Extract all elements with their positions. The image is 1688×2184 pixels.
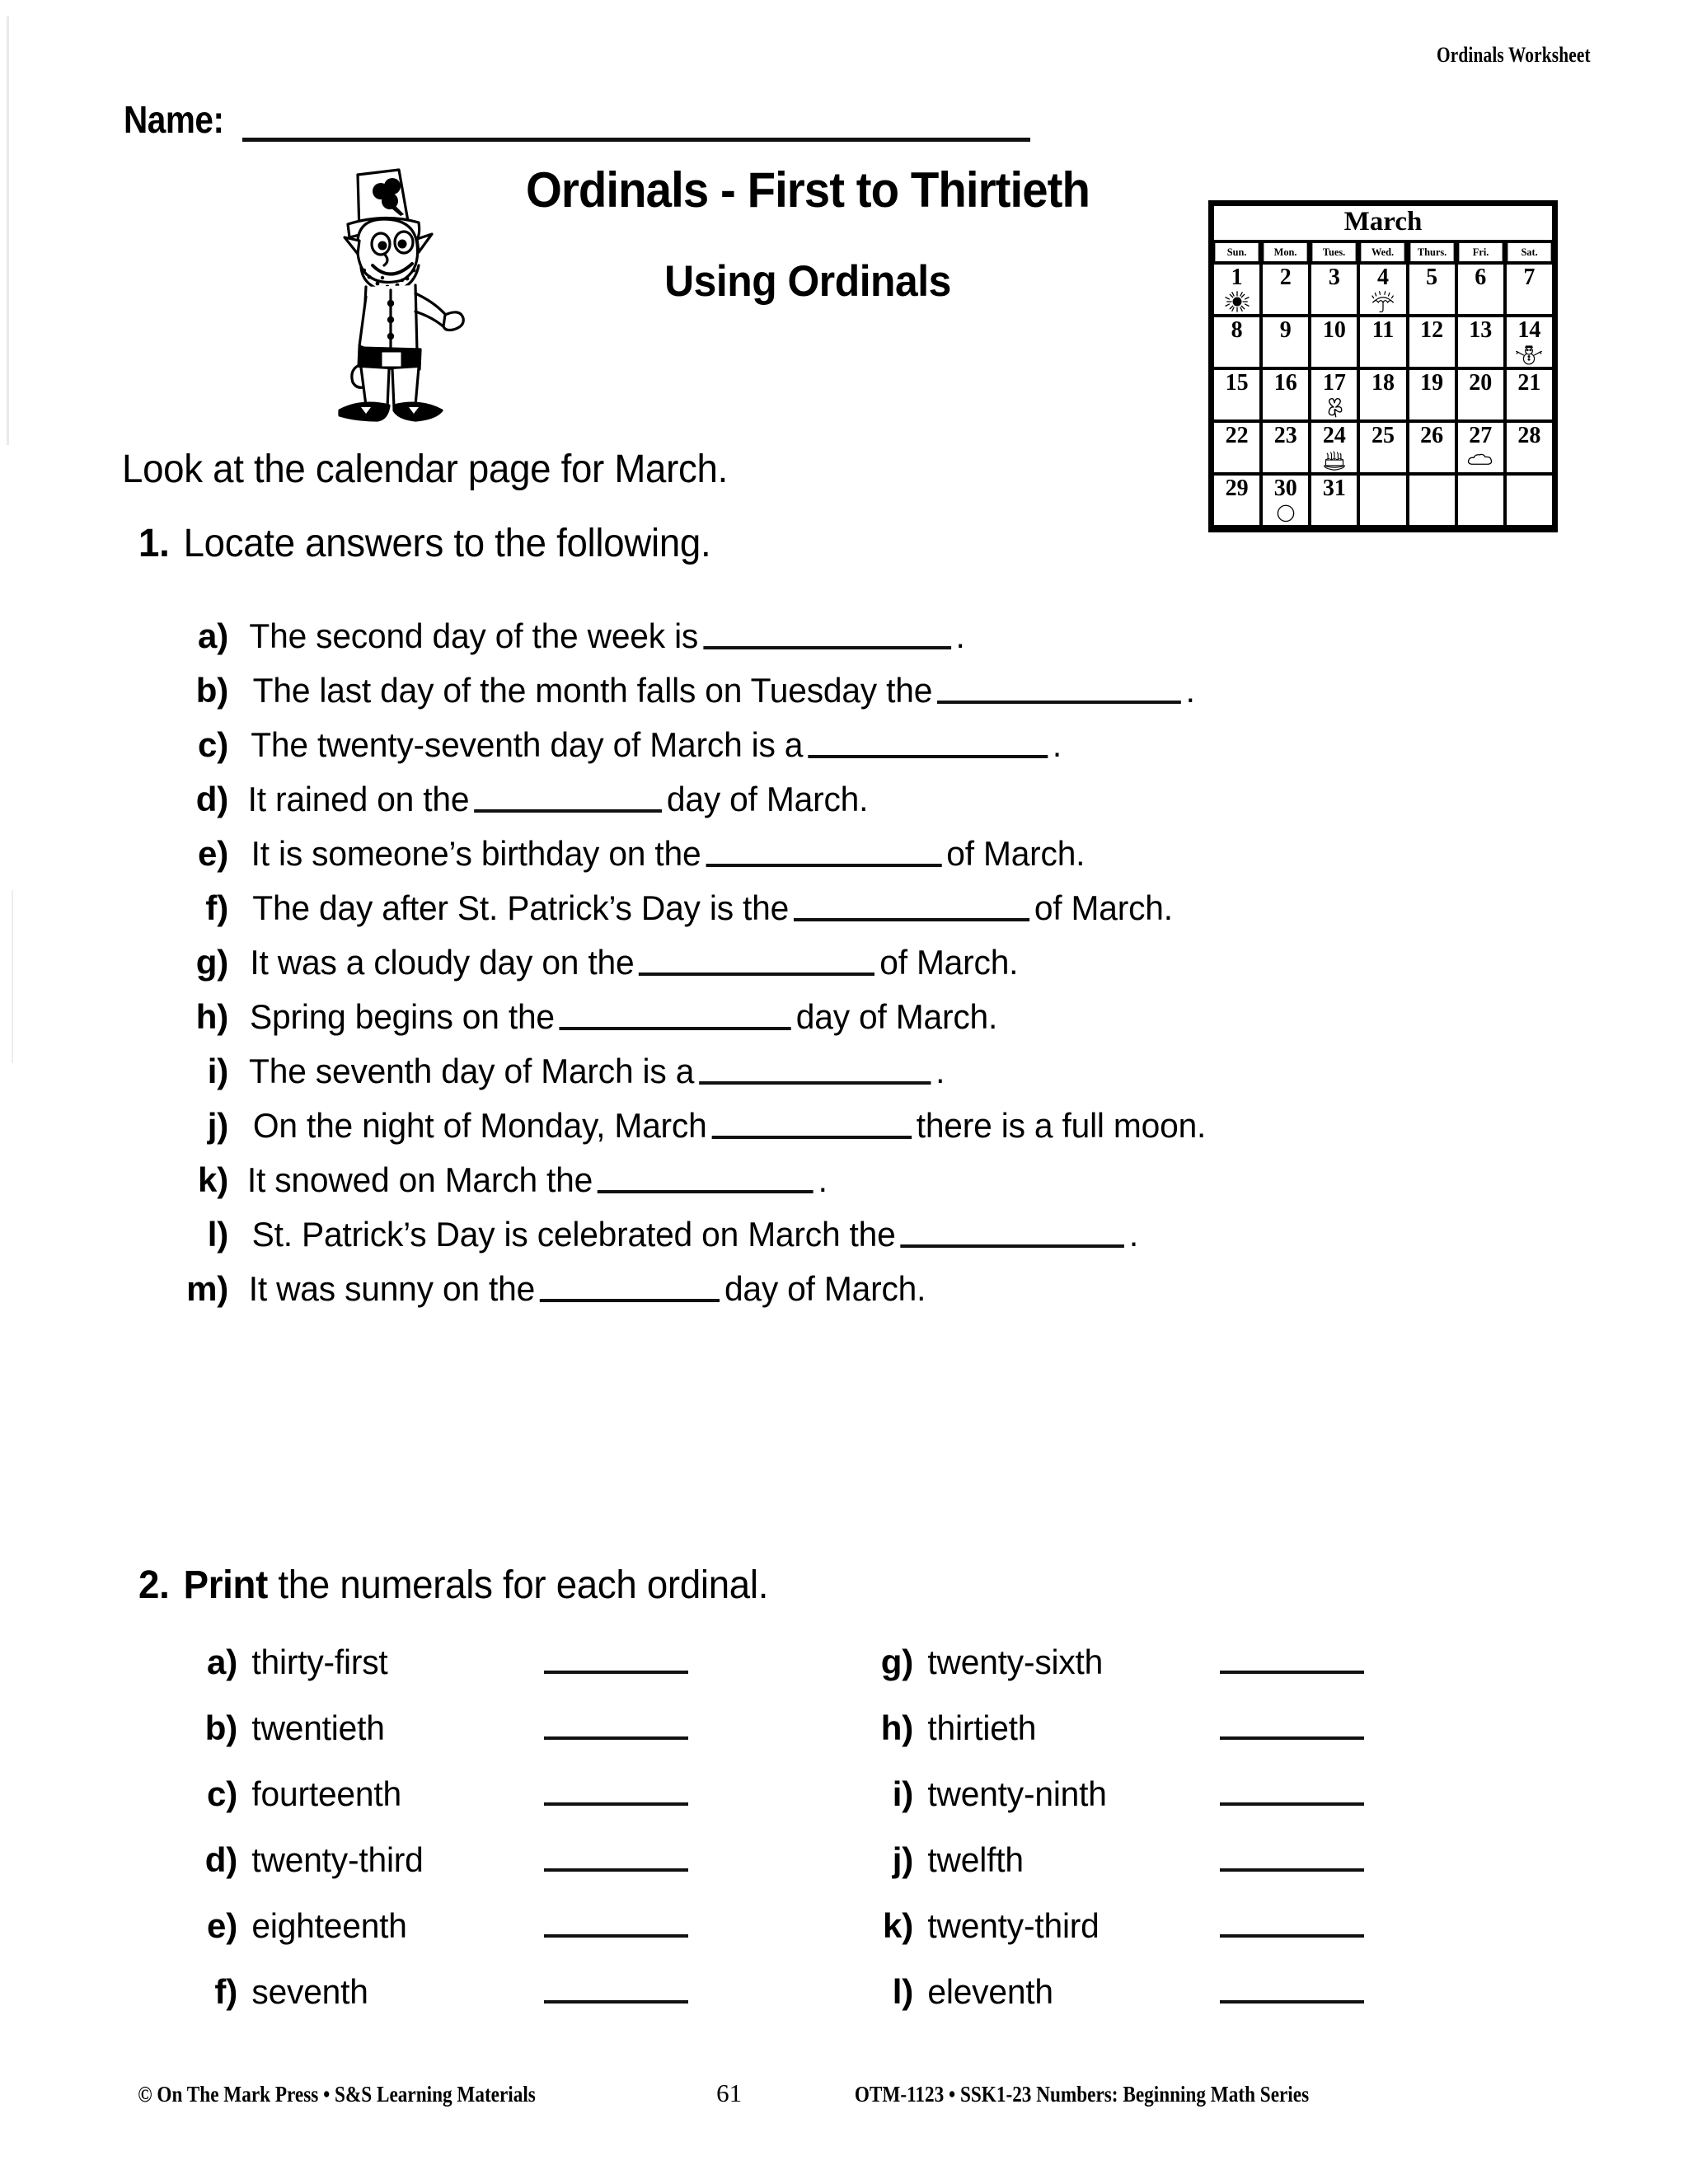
calendar-day-cell xyxy=(1360,265,1405,314)
question-2-heading xyxy=(138,1563,768,1608)
item-text-before: It is someone’s birthday on the xyxy=(251,834,701,874)
calendar-day-number: 18 xyxy=(1371,369,1395,396)
calendar-day-cell xyxy=(1311,370,1357,419)
calendar-day-header: Wed. xyxy=(1362,243,1404,261)
item-text-before: It was a cloudy day on the xyxy=(250,943,635,982)
calendar-empty-cell xyxy=(1507,476,1552,525)
calendar-day-number: 24 xyxy=(1322,422,1346,448)
item-text-before: The second day of the week is xyxy=(249,616,699,656)
calendar-day-cell xyxy=(1507,265,1552,314)
item-text-before: The seventh day of March is a xyxy=(249,1052,695,1091)
shamrock-icon xyxy=(1311,396,1357,420)
question-2-right-column xyxy=(865,1636,1541,2032)
item-letter: k) xyxy=(883,1906,913,1945)
question-2-item xyxy=(190,1834,865,1900)
calendar-day-number: 25 xyxy=(1371,422,1395,448)
question-1-item xyxy=(177,936,1628,991)
ordinal-word: thirty-first xyxy=(251,1643,388,1681)
full-moon-icon xyxy=(1263,501,1308,526)
calendar-week-row xyxy=(1212,423,1554,476)
answer-blank[interactable] xyxy=(1220,1702,1364,1740)
ordinal-word: eleventh xyxy=(927,1972,1053,2011)
answer-blank[interactable] xyxy=(540,1263,720,1302)
item-letter: b) xyxy=(195,671,228,710)
calendar-week-row xyxy=(1212,265,1554,317)
item-text-after: . xyxy=(818,1160,828,1200)
ordinal-word: twelfth xyxy=(927,1840,1024,1879)
calendar-day-header: Tues. xyxy=(1313,243,1356,261)
calendar-day-number: 8 xyxy=(1231,316,1243,343)
item-text xyxy=(249,1263,926,1309)
answer-blank[interactable] xyxy=(544,1834,688,1872)
calendar-day-number: 5 xyxy=(1426,264,1438,290)
calendar-day-cell xyxy=(1409,423,1455,472)
cloud-icon xyxy=(1458,448,1503,473)
question-1-item xyxy=(177,827,1628,882)
item-text-after: of March. xyxy=(879,943,1019,982)
calendar-day-header: Thurs. xyxy=(1410,243,1453,261)
calendar-day-number: 13 xyxy=(1469,316,1493,343)
question-2-left-column xyxy=(190,1636,865,2032)
footer-page-number: 61 xyxy=(716,2079,743,2107)
question-2-item xyxy=(865,1900,1541,1966)
answer-blank[interactable] xyxy=(794,882,1029,921)
calendar-day-number: 9 xyxy=(1279,316,1292,343)
calendar-day-number: 28 xyxy=(1517,422,1541,448)
answer-blank[interactable] xyxy=(1220,1966,1364,2004)
item-text-before: The day after St. Patrick’s Day is the xyxy=(252,888,790,928)
sun-icon xyxy=(1214,290,1259,315)
calendar-day-number: 1 xyxy=(1231,264,1243,290)
item-text xyxy=(252,1208,1138,1254)
item-text-after: there is a full moon. xyxy=(916,1106,1207,1146)
item-text-before: It snowed on March the xyxy=(246,1160,593,1200)
item-text-after: . xyxy=(1052,725,1062,765)
calendar-day-cell xyxy=(1507,317,1552,367)
ordinal-word: thirtieth xyxy=(927,1708,1037,1747)
calendar-day-cell xyxy=(1263,370,1308,419)
calendar-day-number: 11 xyxy=(1372,316,1395,343)
answer-blank[interactable] xyxy=(699,1045,931,1085)
worksheet-tag: Ordinals Worksheet xyxy=(1437,43,1591,67)
calendar-day-cell xyxy=(1507,370,1552,419)
footer-product-code: OTM-1123 • SSK1-23 Numbers: Beginning Math Series xyxy=(854,2082,1310,2107)
answer-blank[interactable] xyxy=(1220,1834,1364,1872)
item-letter: b) xyxy=(204,1708,237,1747)
item-text-after: day of March. xyxy=(795,997,998,1037)
calendar-empty-cell xyxy=(1360,476,1405,525)
march-calendar xyxy=(1208,200,1558,532)
title-block xyxy=(462,162,1154,307)
item-text-before: The last day of the month falls on Tuesday the xyxy=(252,671,933,710)
calendar-day-number: 4 xyxy=(1376,264,1389,290)
question-1-number: 1. xyxy=(138,522,170,565)
question-2-item xyxy=(865,1702,1541,1768)
calendar-month-title: March xyxy=(1214,206,1552,240)
name-field-row xyxy=(124,97,1030,142)
question-1-item xyxy=(177,1263,1628,1317)
item-letter: e) xyxy=(207,1906,237,1945)
question-2-number: 2. xyxy=(138,1563,170,1607)
answer-blank[interactable] xyxy=(703,610,951,649)
ordinal-word: twenty-ninth xyxy=(927,1774,1107,1813)
question-1-item xyxy=(177,664,1628,719)
item-text-after: . xyxy=(935,1052,945,1091)
item-letter: a) xyxy=(207,1643,237,1681)
answer-blank[interactable] xyxy=(1220,1768,1364,1806)
ordinal-word: seventh xyxy=(251,1972,368,2011)
item-text xyxy=(249,1045,945,1091)
calendar-day-header: Mon. xyxy=(1264,243,1307,261)
item-letter: h) xyxy=(880,1708,913,1747)
calendar-weeks xyxy=(1212,265,1554,528)
item-letter: m) xyxy=(186,1269,228,1309)
calendar-day-cell xyxy=(1214,476,1259,525)
item-text-before: It rained on the xyxy=(247,780,470,819)
calendar-day-number: 22 xyxy=(1225,422,1249,448)
item-text xyxy=(249,610,964,656)
ordinal-word: fourteenth xyxy=(251,1774,401,1813)
calendar-day-number: 19 xyxy=(1420,369,1444,396)
calendar-empty-cell xyxy=(1458,476,1503,525)
question-1-item xyxy=(177,991,1628,1045)
item-letter: d) xyxy=(195,780,228,819)
item-text-after: . xyxy=(955,616,965,656)
calendar-day-number: 12 xyxy=(1420,316,1444,343)
item-letter: c) xyxy=(207,1774,237,1813)
calendar-day-cell xyxy=(1458,370,1503,419)
calendar-day-number: 6 xyxy=(1475,264,1487,290)
item-text xyxy=(252,882,1173,928)
answer-blank[interactable] xyxy=(711,1099,912,1139)
scan-speckle xyxy=(12,890,13,1063)
calendar-day-cell xyxy=(1458,317,1503,367)
item-text-after: of March. xyxy=(1034,888,1173,928)
name-input-blank[interactable] xyxy=(242,100,1030,142)
calendar-day-cell xyxy=(1507,423,1552,472)
calendar-week-row xyxy=(1212,476,1554,528)
calendar-day-number: 21 xyxy=(1517,369,1541,396)
question-2-columns xyxy=(190,1636,1591,2032)
item-text-after: of March. xyxy=(946,834,1085,874)
calendar-day-header: Sat. xyxy=(1507,243,1550,261)
question-1-item xyxy=(177,1154,1628,1208)
question-1-item xyxy=(177,773,1628,827)
answer-blank[interactable] xyxy=(937,664,1181,704)
scan-speckle xyxy=(7,16,9,445)
item-letter: f) xyxy=(214,1972,237,2011)
leprechaun-icon xyxy=(312,162,468,425)
question-1-item xyxy=(177,882,1628,936)
item-text xyxy=(251,827,1085,874)
calendar-week-row xyxy=(1212,317,1554,370)
answer-blank[interactable] xyxy=(706,827,941,867)
umbrella-rain-icon xyxy=(1360,290,1405,315)
question-2-item xyxy=(190,1636,865,1702)
answer-blank[interactable] xyxy=(598,1154,814,1193)
calendar-day-cell xyxy=(1311,423,1357,472)
item-letter: i) xyxy=(207,1052,228,1091)
question-2-item xyxy=(865,1768,1541,1834)
item-letter: j) xyxy=(207,1106,228,1146)
question-1-heading xyxy=(138,521,710,566)
question-1-item xyxy=(177,1099,1628,1154)
item-letter: g) xyxy=(195,943,228,982)
question-2-prompt-rest: the numerals for each ordinal. xyxy=(268,1563,769,1607)
item-text-before: The twenty-seventh day of March is a xyxy=(251,725,804,765)
question-2-item xyxy=(865,1636,1541,1702)
question-2-prompt-strong: Print xyxy=(183,1563,269,1607)
item-text xyxy=(248,773,869,819)
question-1-list xyxy=(177,610,1628,1317)
item-text-after: day of March. xyxy=(724,1269,926,1309)
calendar-day-cell xyxy=(1214,423,1259,472)
item-text-before: Spring begins on the xyxy=(250,997,555,1037)
calendar-day-cell xyxy=(1360,370,1405,419)
footer-copyright: © On The Mark Press • S&S Learning Materials xyxy=(138,2082,536,2107)
answer-blank[interactable] xyxy=(544,1702,688,1740)
item-letter: k) xyxy=(198,1160,228,1200)
ordinal-word: eighteenth xyxy=(251,1906,407,1945)
calendar-day-cell xyxy=(1214,265,1259,314)
item-letter: a) xyxy=(198,616,228,656)
calendar-day-cell xyxy=(1311,265,1357,314)
footer xyxy=(106,2079,1582,2108)
question-1-item xyxy=(177,1045,1628,1099)
calendar-day-cell xyxy=(1409,265,1455,314)
calendar-day-number: 20 xyxy=(1469,369,1493,396)
item-text xyxy=(253,664,1195,710)
item-text xyxy=(250,991,997,1037)
calendar-day-cell xyxy=(1409,317,1455,367)
calendar-day-number: 7 xyxy=(1523,264,1536,290)
item-letter: l) xyxy=(892,1972,913,2011)
calendar-day-cell xyxy=(1360,317,1405,367)
item-letter: i) xyxy=(892,1774,913,1813)
answer-blank[interactable] xyxy=(544,1636,688,1674)
item-text-after: day of March. xyxy=(666,780,869,819)
answer-blank[interactable] xyxy=(639,936,874,976)
calendar-day-cell xyxy=(1409,370,1455,419)
calendar-day-number: 15 xyxy=(1225,369,1249,396)
calendar-day-number: 2 xyxy=(1279,264,1292,290)
birthday-cake-icon xyxy=(1311,448,1357,473)
item-text-after: . xyxy=(1185,671,1195,710)
ordinal-word: twenty-third xyxy=(251,1840,424,1879)
question-2-item xyxy=(865,1834,1541,1900)
calendar-week-row xyxy=(1212,370,1554,423)
ordinal-word: twenty-third xyxy=(927,1906,1100,1945)
ordinal-word: twentieth xyxy=(251,1708,385,1747)
item-letter: c) xyxy=(198,725,228,765)
question-2-item xyxy=(865,1966,1541,2032)
answer-blank[interactable] xyxy=(560,991,791,1030)
answer-blank[interactable] xyxy=(544,1966,688,2004)
calendar-day-cell xyxy=(1311,476,1357,525)
calendar-day-cell xyxy=(1263,423,1308,472)
calendar-day-header: Sun. xyxy=(1215,243,1258,261)
question-1-item xyxy=(177,610,1628,664)
item-text-before: On the night of Monday, March xyxy=(252,1106,707,1146)
calendar-day-cell xyxy=(1214,317,1259,367)
calendar-day-number: 10 xyxy=(1322,316,1346,343)
calendar-empty-cell xyxy=(1409,476,1455,525)
calendar-day-number: 26 xyxy=(1420,422,1444,448)
calendar-day-cell xyxy=(1458,265,1503,314)
item-letter: f) xyxy=(205,888,228,928)
question-1-item xyxy=(177,719,1628,773)
page-title: Ordinals - First to Thirtieth xyxy=(525,162,1090,218)
snowman-icon xyxy=(1507,343,1552,368)
item-letter: h) xyxy=(195,997,228,1037)
item-letter: e) xyxy=(198,834,228,874)
question-2-item xyxy=(190,1768,865,1834)
calendar-day-number: 23 xyxy=(1273,422,1297,448)
calendar-day-number: 17 xyxy=(1322,369,1346,396)
calendar-day-number: 27 xyxy=(1469,422,1493,448)
answer-blank[interactable] xyxy=(1220,1900,1364,1938)
answer-blank[interactable] xyxy=(544,1768,688,1806)
answer-blank[interactable] xyxy=(544,1900,688,1938)
lead-instruction: Look at the calendar page for March. xyxy=(122,448,729,491)
calendar-day-number: 29 xyxy=(1225,475,1249,501)
calendar-day-header: Fri. xyxy=(1459,243,1502,261)
answer-blank[interactable] xyxy=(474,773,662,813)
question-1-item xyxy=(177,1208,1628,1263)
calendar-day-number: 14 xyxy=(1517,316,1541,343)
item-letter: l) xyxy=(207,1215,228,1254)
calendar-day-cell xyxy=(1263,317,1308,367)
ordinal-word: twenty-sixth xyxy=(927,1643,1104,1681)
item-text-before: St. Patrick’s Day is celebrated on March the xyxy=(251,1215,896,1254)
calendar-header-row xyxy=(1212,241,1554,265)
calendar-day-cell xyxy=(1263,265,1308,314)
calendar-day-cell xyxy=(1311,317,1357,367)
calendar-day-number: 16 xyxy=(1273,369,1297,396)
calendar-day-cell xyxy=(1458,423,1503,472)
calendar-day-cell xyxy=(1214,370,1259,419)
calendar-day-cell xyxy=(1360,423,1405,472)
item-text xyxy=(253,1099,1206,1146)
calendar-day-cell xyxy=(1263,476,1308,525)
question-2-item xyxy=(190,1966,865,2032)
calendar-day-number: 3 xyxy=(1328,264,1340,290)
item-text xyxy=(247,1154,828,1200)
answer-blank[interactable] xyxy=(900,1208,1124,1248)
answer-blank[interactable] xyxy=(808,719,1048,758)
item-letter: j) xyxy=(892,1840,913,1879)
item-letter: d) xyxy=(204,1840,237,1879)
question-2-item xyxy=(190,1900,865,1966)
page-subtitle: Using Ordinals xyxy=(664,257,951,306)
question-1-prompt: Locate answers to the following. xyxy=(183,522,711,565)
item-text xyxy=(251,719,1062,765)
item-text-after: . xyxy=(1128,1215,1138,1254)
answer-blank[interactable] xyxy=(1220,1636,1364,1674)
item-text xyxy=(250,936,1018,982)
question-2-item xyxy=(190,1702,865,1768)
item-letter: g) xyxy=(880,1643,913,1681)
calendar-day-number: 30 xyxy=(1273,475,1297,501)
name-label: Name: xyxy=(124,98,224,141)
calendar-day-number: 31 xyxy=(1322,475,1346,501)
item-text-before: It was sunny on the xyxy=(248,1269,536,1309)
